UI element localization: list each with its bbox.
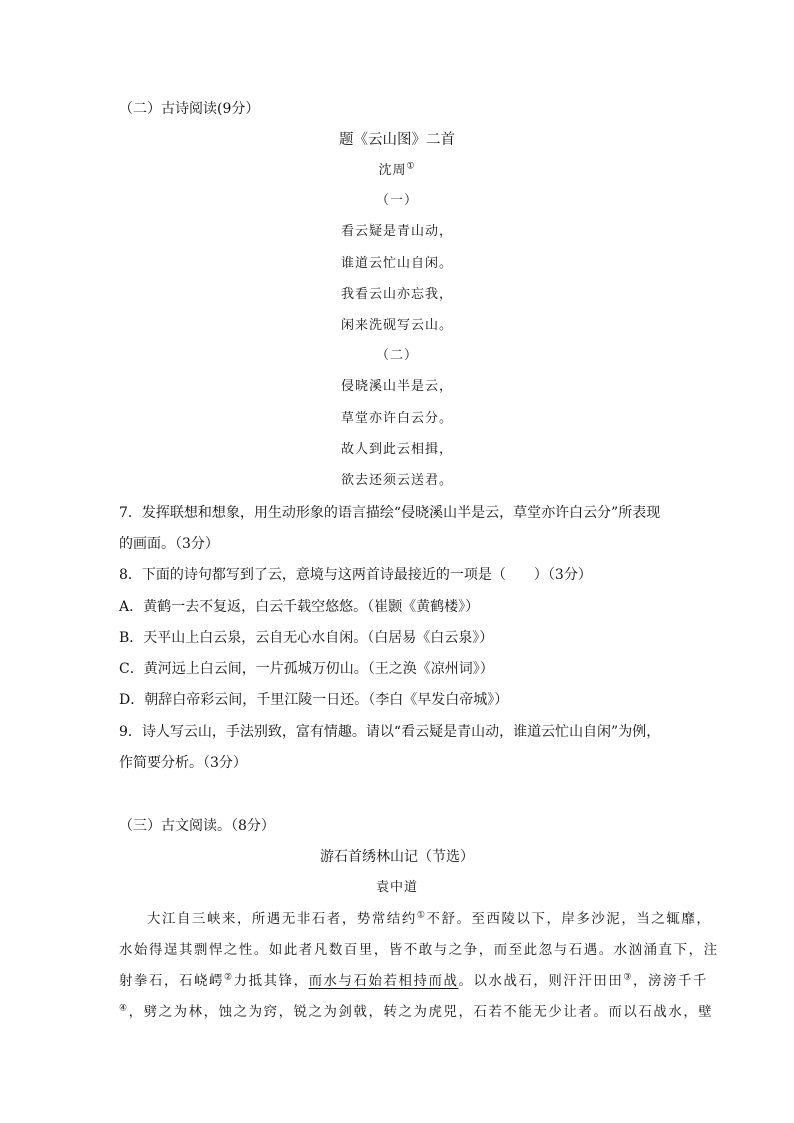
section2-heading: （二）古诗阅读(9分） xyxy=(119,101,260,117)
part1-line: 看云疑是青山动， xyxy=(340,224,453,239)
prose-line: 水始得逞其剽悍之性。如此者凡数百里，皆不敢与之争，而至此忽与石遇。水汹涌直下，注 xyxy=(119,943,719,958)
prose-line xyxy=(119,910,712,930)
part1-line: 我看云山亦忘我， xyxy=(340,287,453,302)
footnote-mark: ④ xyxy=(119,1003,129,1014)
underlined-sentence: 而水与石始若相持而战 xyxy=(308,974,459,989)
footnote-mark: ③ xyxy=(623,972,634,983)
question-7-line: 7．发挥联想和想象，用生动形象的语言描绘“侵晓溪山半是云，草堂亦许白云分”所表现 xyxy=(119,505,661,521)
prose-title: 游石首绣林山记（节选） xyxy=(320,849,474,865)
part2-line: 草堂亦许白云分。 xyxy=(340,411,453,426)
part1-label: （一） xyxy=(375,193,418,208)
prose-line xyxy=(119,1003,714,1023)
section3-heading: （三）古文阅读。（8分） xyxy=(119,818,275,834)
prose-text: 不舒。至西陵以下，岸多沙泥，当之辄靡， xyxy=(426,912,712,927)
prose-text: ，劈之为林，蚀之为窍，锐之为剑戟，转之为虎兕，石若不能无少让者。而以石战水，壁 xyxy=(128,1005,714,1020)
question-9-line: 作简要分析。（3分） xyxy=(119,755,247,771)
footnote-mark: ① xyxy=(416,910,427,921)
part2-line: 欲去还须云送君。 xyxy=(340,473,453,488)
author-footnote-mark: ① xyxy=(406,161,416,172)
footnote-mark: ② xyxy=(223,972,234,983)
part2-label: （二） xyxy=(375,348,418,363)
question-8-option-d: D．朝辞白帝彩云间，千里江陵一日还。（李白《早发白帝城》） xyxy=(119,692,509,708)
part1-line: 闲来洗砚写云山。 xyxy=(340,318,453,333)
prose-line xyxy=(119,972,708,992)
prose-text: 力抵其锋， xyxy=(233,974,309,989)
part2-line: 故人到此云相揖， xyxy=(340,442,453,457)
question-8-option-b: B．天平山上白云泉，云自无心水自闲。（白居易《白云泉》） xyxy=(119,630,494,646)
prose-text: 大江自三峡来，所遇无非石者，势常结约 xyxy=(147,912,417,927)
part1-line: 谁道云忙山自闲。 xyxy=(340,256,453,271)
question-9-line: 9．诗人写云山，手法别致，富有情趣。请以“看云疑是青山动，谁道云忙山自闲”为例， xyxy=(119,724,661,740)
prose-text: 。以水战石，则汗汗田田 xyxy=(458,974,624,989)
question-7-line: 的画面。（3分） xyxy=(119,536,219,552)
question-8-option-a: A．黄鹤一去不复返，白云千载空悠悠。（崔颢《黄鹤楼》） xyxy=(119,599,480,615)
question-8-stem: 8．下面的诗句都写到了云，意境与这两首诗最接近的一项是（ ）（3分） xyxy=(119,567,592,583)
poem-title: 题《云山图》二首 xyxy=(339,132,455,148)
prose-text: 射拳石，石峣崿 xyxy=(119,974,224,989)
prose-text: ，滂滂千千 xyxy=(633,974,708,989)
prose-author: 袁中道 xyxy=(375,880,418,895)
part2-line: 侵晓溪山半是云， xyxy=(340,379,453,394)
author-name: 沈周 xyxy=(378,163,407,178)
poem-author xyxy=(0,161,794,181)
question-8-option-c: C．黄河远上白云间，一片孤城万仞山。（王之涣《凉州词》） xyxy=(119,661,494,677)
